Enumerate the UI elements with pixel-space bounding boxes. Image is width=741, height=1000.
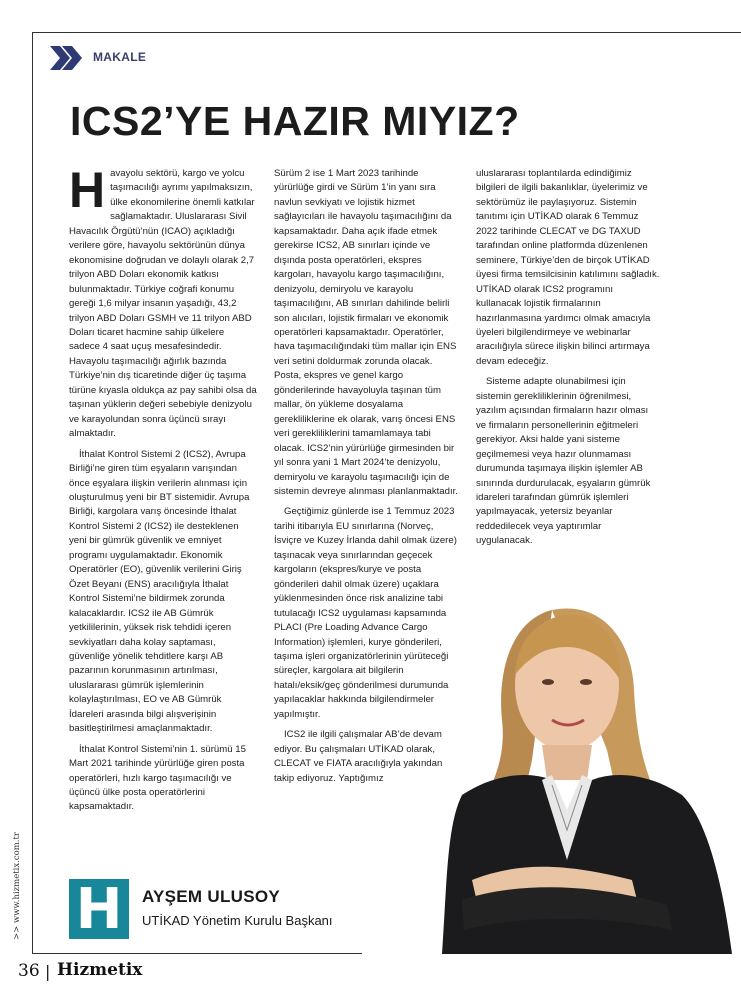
drop-cap: H <box>69 162 106 218</box>
page-number: 36 <box>18 961 40 981</box>
author-portrait-photo <box>402 580 741 954</box>
paragraph: Geçtiğimiz günlerde ise 1 Temmuz 2023 tarihi itibarıyla EU sınırlarına (Norveç, İsviçre ve Kuzey İrlanda dahil olmak üzere) taşınacak veya sınırlarından geçecek kargoların (ekspres/kurye ve posta gönderileri dahil olmak üzere) uçaklara yüklenmesinden önce risk analizine tabi tutulacağı ICS2 uygulaması kapsamında PLACI (Pre Loading Advance Cargo Information) işlemleri, kurye gönderileri, taşıma işleri organizatörlerinin yürüteceği süreçler, kargolara ait bilgilerin hatalı/eksik/geç gönderilmesi durumunda yapılacaklar hakkında bilgilendirmeler yapılmıştır. <box>274 506 457 720</box>
double-chevron-right-icon <box>48 44 84 72</box>
article-title: ICS2’YE HAZIR MIYIZ? <box>70 98 520 144</box>
frame-left-rule <box>32 32 33 953</box>
paragraph: Sisteme adapte olunabilmesi için sistemin gerekliliklerinin öğrenilmesi, yazılım açısından firmaların hazır olması ve firmaların personellerinin eğitmeleri gerekiyor. Aksi halde yani sisteme geçilmemesi veya hazır olunmaması durumunda taşımaya ilişkin işlemler AB sınırında durdurulacak, eşyaların gümrük idareleri tarafından gümrük işlemleri yapılmayacak, yetersiz beyanlar reddedilecek veya yaptırımlar uygulanacak. <box>476 376 651 547</box>
paragraph: İthalat Kontrol Sistemi’nin 1. sürümü 15 Mart 2021 tarihinde yürürlüğe giren posta operatörleri, hızlı kargo taşımacılığı ve üçüncü ülke posta operatörlerini kapsamaktadır. <box>69 743 246 813</box>
author-role: UTİKAD Yönetim Kurulu Başkanı <box>142 913 333 928</box>
article-column-1 <box>69 162 257 815</box>
author-logo-letter: H <box>75 877 123 942</box>
paragraph: ICS2 ile ilgili çalışmalar AB’de devam ediyor. Bu çalışmaları UTİKAD olarak, CLECAT ve FIATA aracılığıyla yakından takip ediyoruz. Yaptığımız <box>274 729 443 784</box>
article-column-3 <box>476 167 660 549</box>
paragraph: Sürüm 2 ise 1 Mart 2023 tarihinde yürürlüğe girdi ve Sürüm 1’in yanı sıra navlun sevkiyatı ve lojistik hizmet sağlayıcıları ile havayolu taşımacılığını da kapsamaktadır. Daha açık ifade etmek gerekirse ICS2, AB sınırları içinde ve dışında posta operatörleri, ekspres kargoları, havayolu kargo taşımacılığını, denizyolu, demiryolu ve karayolu taşımacılığını, AB sınırları dahilinde belirli son alıcıları, lojistik firmaları ve ekonomik operatörleri kapsamaktadır. Operatörler, hava taşımacılığındaki tüm mallar için ENS veri setini doldurmak zorunda olacak. Posta, ekspres ve genel kargo gönderilerinde havayoluyla taşınan tüm mallar, ön yükleme dosyalama gerekliliklerine ek olarak, varış öncesi ENS veri gerekliliklerini tamamlamaya tabi olacak. ICS2’nin yürürlüğe girmesinden bir yıl sonra yani 1 Mart 2024’te denizyolu, demiryolu ve karayolu taşımacılığı için de sistemin devreye alınması planlanmaktadır. <box>274 168 458 497</box>
section-label: MAKALE <box>93 50 147 64</box>
author-name: AYŞEM ULUSOY <box>142 887 281 906</box>
paragraph: Havayolu sektörü, kargo ve yolcu taşımacılığı ayrımı yapılmaksızın, ülke ekonomilerine önemli katkılar sağlamaktadır. Uluslararası Sivil Havacılık Örgütü’nün (ICAO) açıkladığı verilere göre, havayolu sektörünün dünya ekonomisine doğrudan ve dolaylı olarak 2,7 trilyon ABD Doları ekonomik katkısı bulunmaktadır. Türkiye coğrafi konumu gereği 1,6 milyar insanın yaşadığı, 43,2 trilyon ABD Doları GSMH ve 11 trilyon ABD Doları ticaret hacmine sahip ülkelere sadece 4 saat uçuş mesafesindedir. Havayolu taşımacılığı ağırlık bazında Türkiye’nin dış ticaretinde diğer üç taşıma türüne kıyasla oldukça az pay sahibi olsa da taşınan yüklerin değeri sebebiyle denizyolu ve karayolundan sonra üçüncü sırayı almaktadır. <box>69 162 257 440</box>
magazine-brand: Hizmetix <box>57 960 143 980</box>
frame-bottom-rule <box>32 953 362 954</box>
footer-separator: | <box>45 962 51 981</box>
paragraph: uluslararası toplantılarda edindiğimiz bilgileri de ilgili bakanlıklar, üyelerimiz ve sektörümüz ile paylaşıyoruz. Sistemin tanıtımı için UTİKAD olarak 6 Temmuz 2022 tarihinde CLECAT ve DG TAXUD tarafından online platformda düzenlenen seminere, Türkiye’den de birçok UTİKAD üyesi firma temsilcisinin katılımını sağladık. UTİKAD olarak ICS2 programını kullanacak lojistik firmalarının hazırlanmasına yardımcı olmak amacıyla üyeleri bilgilendirmeye ve webinarlar aracılığıyla sürece ilişkin bilinci artırmaya devam edeceğiz. <box>476 168 660 367</box>
side-url: >> www.hizmetix.com.tr <box>12 832 22 940</box>
paragraph: İthalat Kontrol Sistemi 2 (ICS2), Avrupa Birliği’ne giren tüm eşyaların varışından önce eşyalara ilişkin verilerin alınması için oluşturulmuş yeni bir BT sistemidir. Avrupa Birliği, kargolara varış öncesinde İthalat Kontrol Sistemi 2 (ICS2) ile desteklenen yeni bir gümrük güvenlik ve emniyet programı uygulamaktadır. Ekonomik Operatörler (EO), güvenlik verilerini Giriş Özet Beyanı (ENS) aracılığıyla İthalat Kontrol Sistemi’ne bildirmek zorunda kalacaklardır. ICS2 ile AB Gümrük yetkililerinin, yüksek risk tehdidi içeren sevkiyatları daha kolay saptaması, güvenliğe yönelik tehditlere karşı AB pazarının korunmasının artırılması, uluslararası gümrük işlemlerinin kolaylaştırılması, EO ve AB Gümrük İdareleri arasında bilgi alışverişinin basitleştirilmesi amaçlanmaktadır. <box>69 448 250 735</box>
author-logo <box>69 877 129 942</box>
frame-top-rule <box>32 32 741 33</box>
